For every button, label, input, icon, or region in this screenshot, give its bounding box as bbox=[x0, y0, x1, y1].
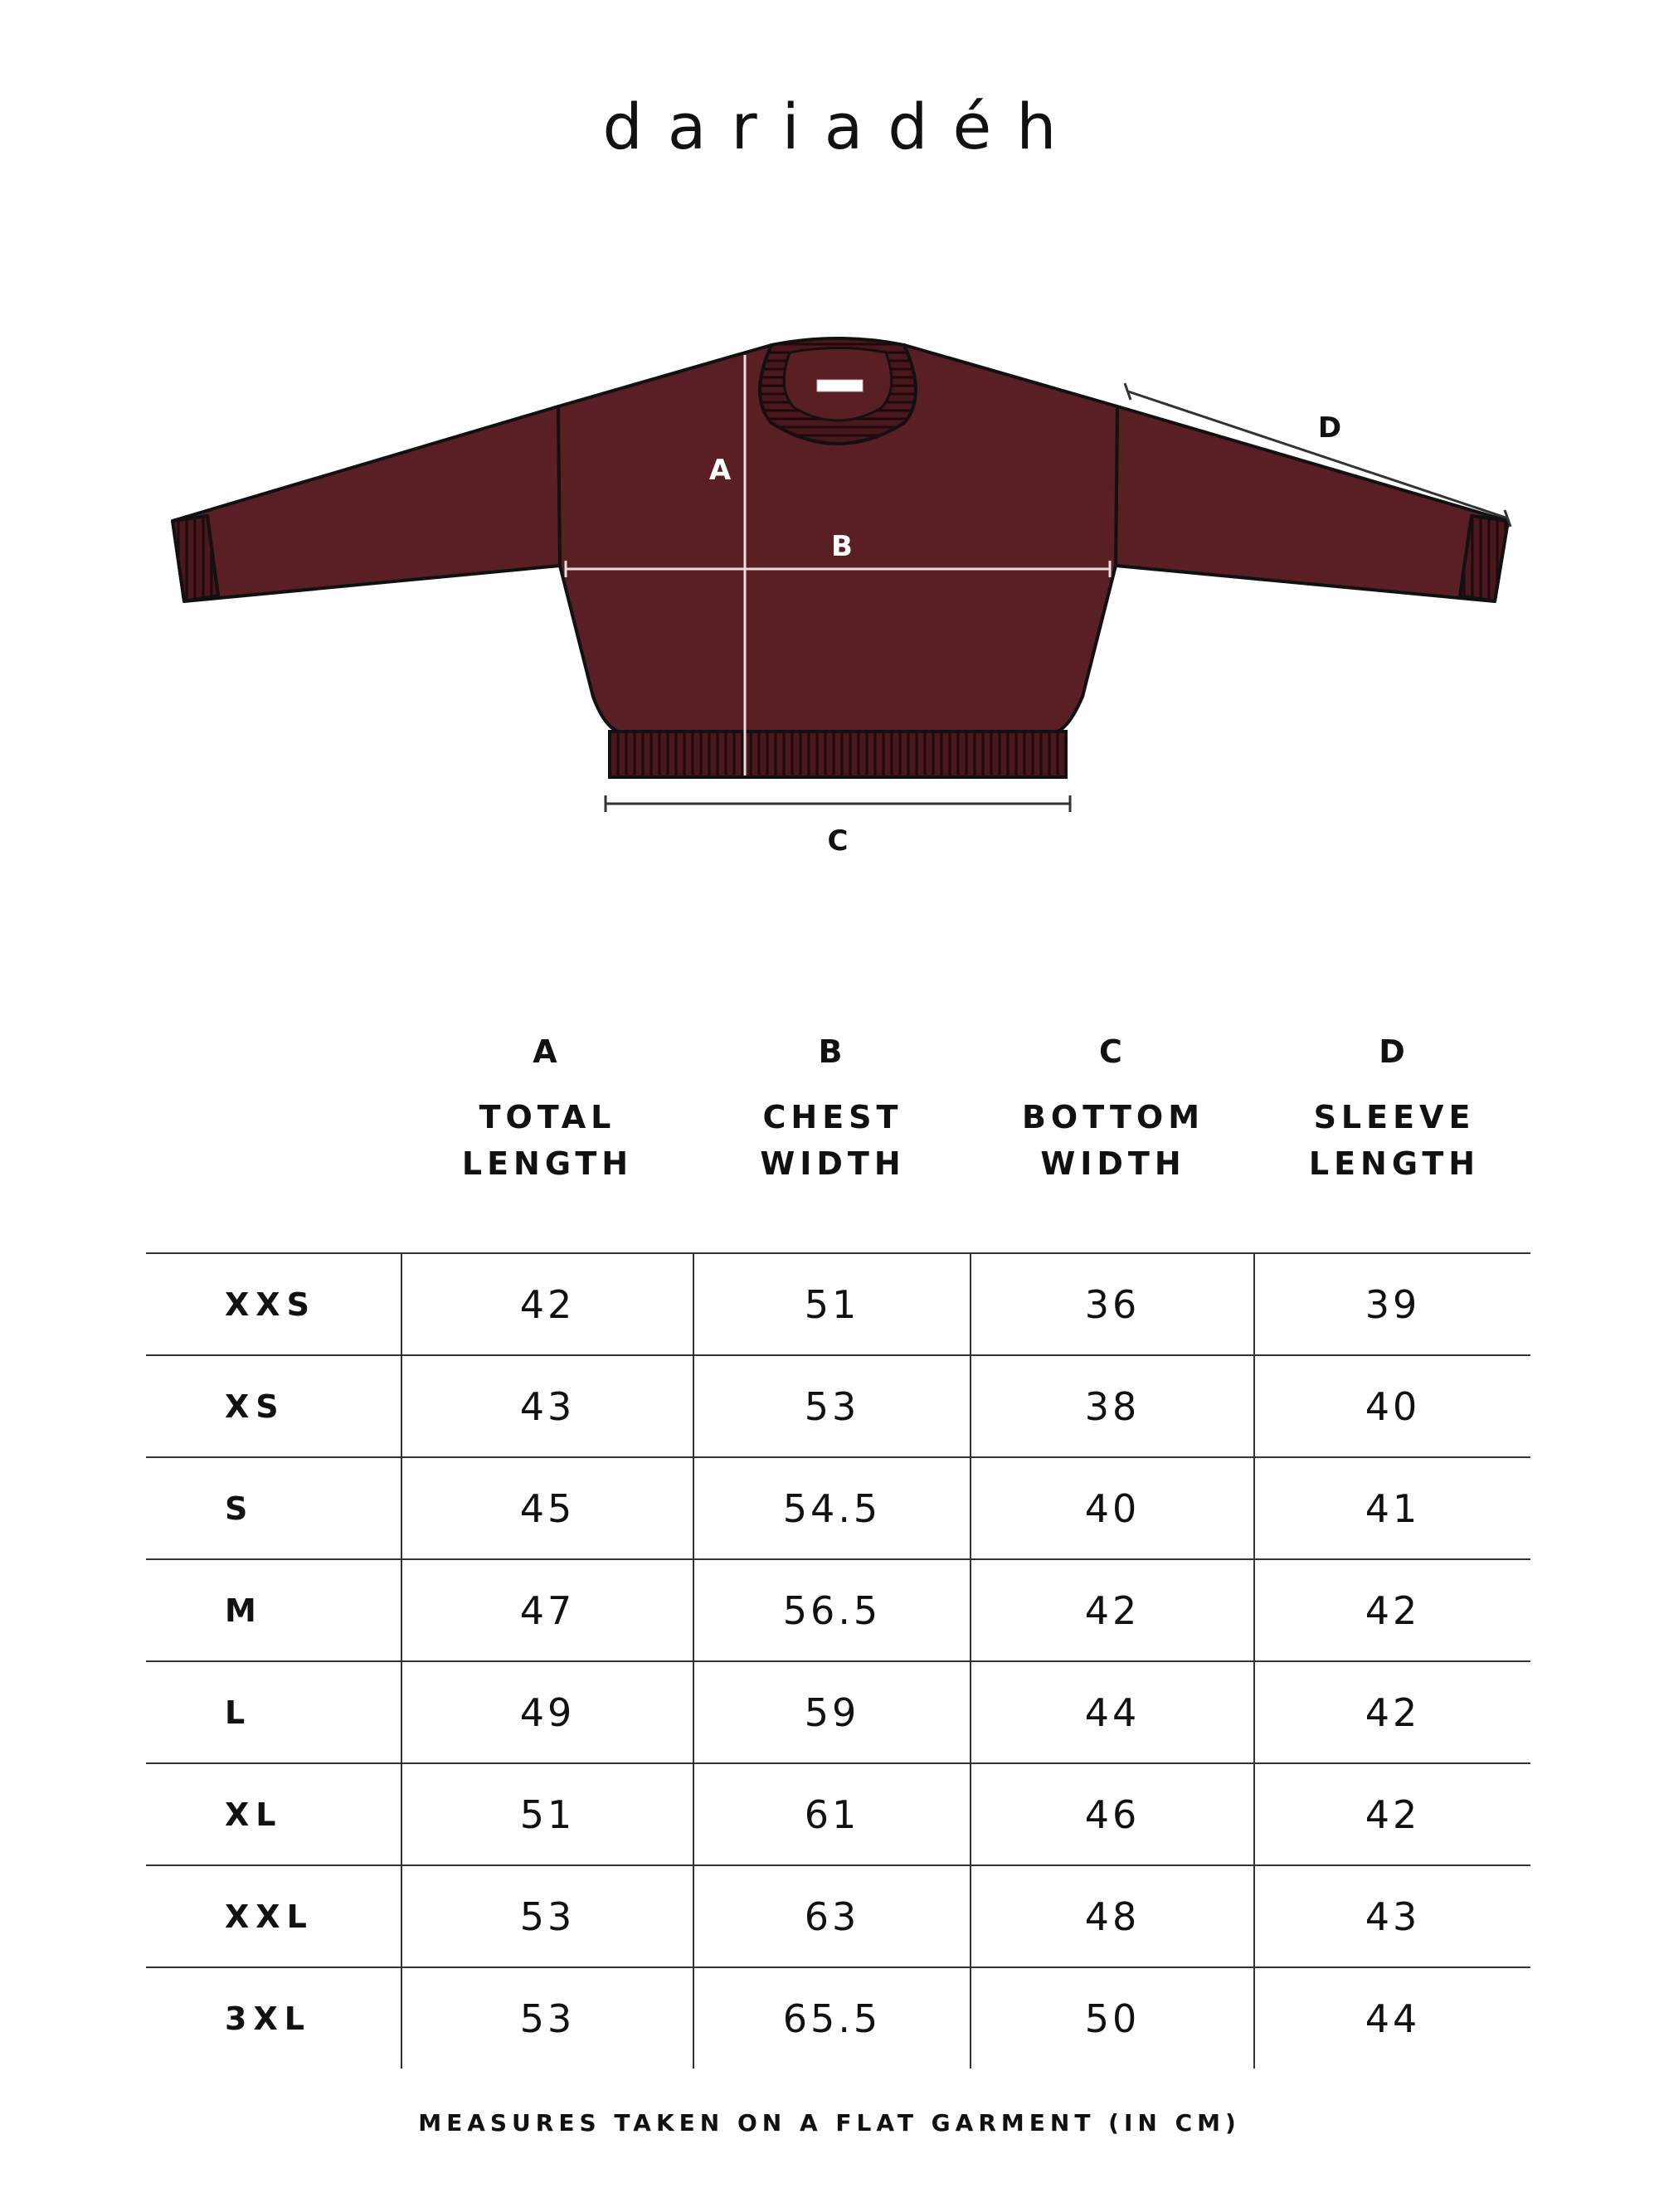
label-d: D bbox=[1317, 411, 1342, 445]
measurement-cell: 42 bbox=[971, 1559, 1254, 1661]
measurement-cell: 49 bbox=[401, 1661, 693, 1763]
label-b: B bbox=[831, 530, 853, 563]
column-title-line2: WIDTH bbox=[1040, 1145, 1186, 1182]
column-header-c bbox=[972, 1031, 1254, 1187]
measurement-cell: 46 bbox=[971, 1763, 1254, 1865]
size-label: XXL bbox=[146, 1865, 401, 1967]
measurement-cell: 56.5 bbox=[693, 1559, 971, 1661]
measurement-cell: 41 bbox=[1254, 1457, 1530, 1559]
table-row bbox=[146, 1967, 1530, 2069]
column-letter: C bbox=[1099, 1033, 1127, 1070]
column-header-d bbox=[1253, 1031, 1535, 1187]
column-letter: A bbox=[533, 1033, 562, 1070]
measurement-cell: 48 bbox=[971, 1865, 1254, 1967]
column-header-b bbox=[692, 1031, 974, 1187]
measurement-cell: 42 bbox=[1254, 1661, 1530, 1763]
measurement-cell: 39 bbox=[1254, 1253, 1530, 1355]
table-row bbox=[146, 1661, 1530, 1763]
measurement-cell: 40 bbox=[1254, 1355, 1530, 1457]
column-title-line1: CHEST bbox=[762, 1099, 903, 1135]
column-letter: D bbox=[1379, 1033, 1410, 1070]
table-row bbox=[146, 1865, 1530, 1967]
measurement-cell: 44 bbox=[1254, 1967, 1530, 2069]
column-title-line2: LENGTH bbox=[1308, 1145, 1481, 1182]
size-label: S bbox=[146, 1457, 401, 1559]
right-sleeve bbox=[1116, 406, 1508, 601]
measurement-cell: 42 bbox=[1254, 1763, 1530, 1865]
measurement-cell: 50 bbox=[971, 1967, 1254, 2069]
size-table bbox=[146, 1252, 1530, 2069]
column-title-line2: WIDTH bbox=[760, 1145, 906, 1182]
sweater-diagram bbox=[0, 0, 1659, 912]
size-label: XL bbox=[146, 1763, 401, 1865]
measurement-cell: 51 bbox=[401, 1763, 693, 1865]
measurement-cell: 40 bbox=[971, 1457, 1254, 1559]
table-row bbox=[146, 1457, 1530, 1559]
measurement-cell: 54.5 bbox=[693, 1457, 971, 1559]
column-title-line1: BOTTOM bbox=[1021, 1099, 1205, 1135]
bottom-hem bbox=[610, 732, 1066, 777]
measurement-cell: 44 bbox=[971, 1661, 1254, 1763]
neck-label bbox=[817, 380, 863, 391]
label-c: C bbox=[827, 824, 849, 858]
size-label: L bbox=[146, 1661, 401, 1763]
measurement-cell: 61 bbox=[693, 1763, 971, 1865]
size-label: XXS bbox=[146, 1253, 401, 1355]
measurement-cell: 59 bbox=[693, 1661, 971, 1763]
measurement-cell: 53 bbox=[401, 1967, 693, 2069]
brand-logo: dariadéh bbox=[602, 90, 1082, 163]
measurement-cell: 63 bbox=[693, 1865, 971, 1967]
size-label: 3XL bbox=[146, 1967, 401, 2069]
measurement-cell: 45 bbox=[401, 1457, 693, 1559]
left-sleeve bbox=[173, 406, 560, 601]
column-title-line1: TOTAL bbox=[479, 1099, 616, 1135]
measurement-cell: 36 bbox=[971, 1253, 1254, 1355]
column-letter: B bbox=[818, 1033, 848, 1070]
table-row bbox=[146, 1559, 1530, 1661]
measurement-cell: 43 bbox=[401, 1355, 693, 1457]
measurement-cell: 51 bbox=[693, 1253, 971, 1355]
column-header-a bbox=[406, 1031, 688, 1187]
footnote: MEASURES TAKEN ON A FLAT GARMENT (IN CM) bbox=[418, 2109, 1241, 2137]
column-title-line1: SLEEVE bbox=[1313, 1099, 1476, 1135]
measurement-cell: 43 bbox=[1254, 1865, 1530, 1967]
measurement-cell: 53 bbox=[693, 1355, 971, 1457]
size-label: XS bbox=[146, 1355, 401, 1457]
measurement-cell: 47 bbox=[401, 1559, 693, 1661]
size-label: M bbox=[146, 1559, 401, 1661]
measurement-cell: 42 bbox=[1254, 1559, 1530, 1661]
measurement-cell: 38 bbox=[971, 1355, 1254, 1457]
table-row bbox=[146, 1763, 1530, 1865]
table-row bbox=[146, 1253, 1530, 1355]
measurement-cell: 65.5 bbox=[693, 1967, 971, 2069]
label-a: A bbox=[708, 454, 732, 487]
column-title-line2: LENGTH bbox=[461, 1145, 634, 1182]
measurement-cell: 42 bbox=[401, 1253, 693, 1355]
measurement-cell: 53 bbox=[401, 1865, 693, 1967]
table-row bbox=[146, 1355, 1530, 1457]
